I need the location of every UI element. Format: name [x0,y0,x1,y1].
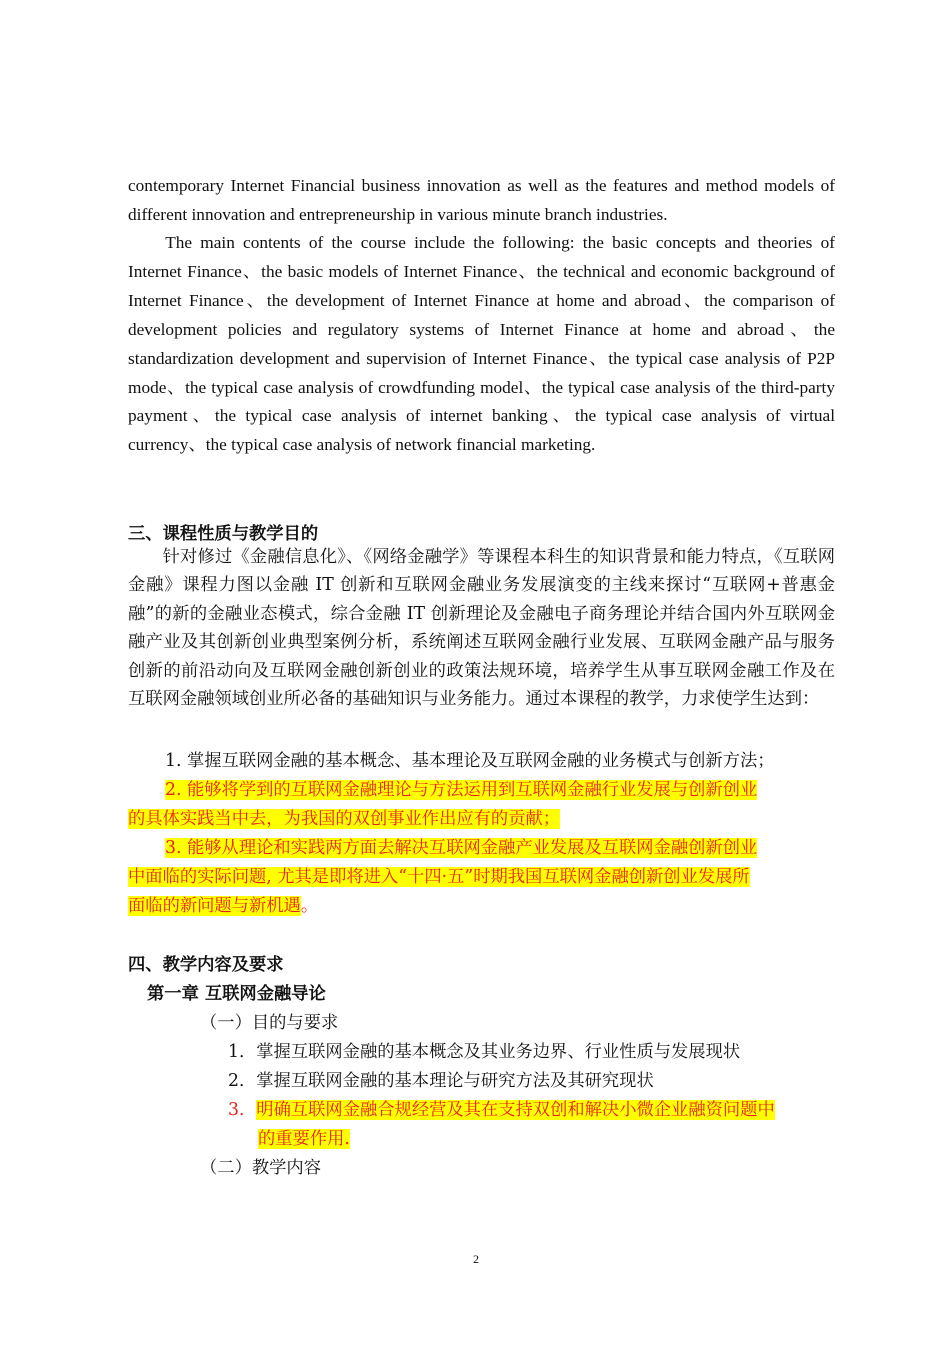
goal-1: 1. 掌握互联网金融的基本概念、基本理论及互联网金融的业务模式与创新方法； [165,751,775,771]
requirement-item-1: 1．掌握互联网金融的基本概念及其业务边界、行业性质与发展现状 [228,1042,741,1062]
subsection-2-title: （二）教学内容 [200,1158,321,1178]
subsection-1-title: （一）目的与要求 [200,1013,339,1033]
requirement-item-3-line-2: 的重要作用. [258,1129,350,1149]
requirement-item-2: 2．掌握互联网金融的基本理论与研究方法及其研究现状 [228,1071,654,1091]
chapter-1-title: 第一章 互联网金融导论 [147,984,326,1004]
section-3-paragraph: 针对修过《金融信息化》、《网络金融学》等课程本科生的知识背景和能力特点，《互联网金融》课程力图以金融 IT 创新和互联网金融业务发展演变的主线来探讨“互联网+普惠金融”的新的金融业态模式，综合金融 IT 创新理论及金融电子商务理论并结合国内外互联网金融产业及其创新创业典型案例分析，系统阐述互联网金融行业发展、互联网金融产品与服务创新的前沿动向及互联网金融创新创业的政策法规环境，培养学生从事互联网金融工作及在互联网金融领域创业所必备的基础知识与业务能力。通过本课程的教学，力求使学生达到： [128,547,835,710]
english-paragraph-2: The main contents of the course include the following: the basic concepts and theories of Internet Finance、the basic models of Internet Finance、the technical and economic background of Internet Finance、the development of Internet Finance at home and abroad、the comparison of development policies and regulatory systems of Internet Finance at home and abroad、the standardization development and supervision of Internet Finance、the typical case analysis of P2P mode、the typical case analysis of crowdfunding model、the typical case analysis of the third-party payment、the typical case analysis of internet banking、the typical case analysis of virtual currency、the typical case analysis of network financial marketing. [128,233,835,455]
goal-3-line-3: 面临的新问题与新机遇。 [128,896,319,916]
section-4-heading: 四、教学内容及要求 [128,955,284,975]
goal-2-line-1: 2. 能够将学到的互联网金融理论与方法运用到互联网金融行业发展与创新创业 [165,780,758,800]
goal-3-line-1: 3. 能够从理论和实践两方面去解决互联网金融产业发展及互联网金融创新创业 [165,838,758,858]
page-number: 2 [473,1252,479,1266]
goal-3-line-2: 中面临的实际问题, 尤其是即将进入“十四·五”时期我国互联网金融创新创业发展所 [128,867,750,887]
english-paragraph-1: contemporary Internet Financial business innovation as well as the features and method models of different innovation and entrepreneurship in various minute branch industries. [128,176,835,224]
section-3-heading: 三、课程性质与教学目的 [128,524,319,544]
goal-2-line-2: 的具体实践当中去，为我国的双创事业作出应有的贡献； [128,809,561,829]
requirement-item-3-line-1: 3．明确互联网金融合规经营及其在支持双创和解决小微企业融资问题中 [228,1100,775,1120]
